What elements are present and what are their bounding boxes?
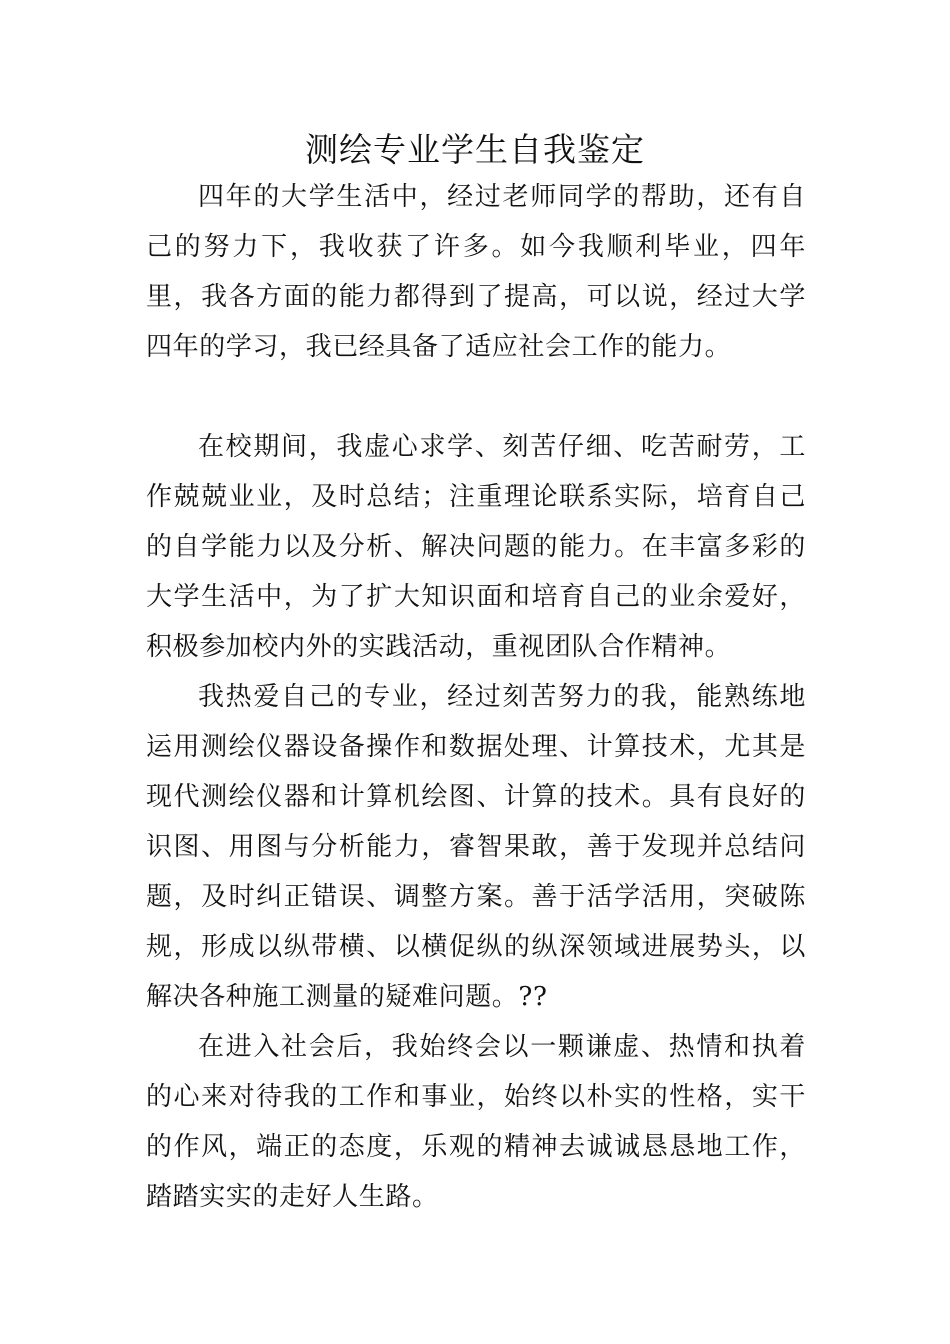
paragraph-4: 在进入社会后，我始终会以一颗谦虚、热情和执着的心来对待我的工作和事业，始终以朴实的性格，实干的作风，端正的态度，乐观的精神去诚诚恳恳地工作，踏踏实实的走好人生路。 <box>146 1032 806 1212</box>
paragraph-2: 在校期间，我虚心求学、刻苦仔细、吃苦耐劳，工作兢兢业业，及时总结；注重理论联系实际，培育自己的自学能力以及分析、解决问题的能力。在丰富多彩的大学生活中，为了扩大知识面和培育自己的业余爱好，积极参加校内外的实践活动，重视团队合作精神。 <box>146 432 806 662</box>
paragraph-spacer <box>146 372 806 422</box>
document-title: 测绘专业学生自我鉴定 <box>305 130 645 169</box>
paragraph-3: 我热爱自己的专业，经过刻苦努力的我，能熟练地运用测绘仪器设备操作和数据处理、计算技术，尤其是现代测绘仪器和计算机绘图、计算的技术。具有良好的识图、用图与分析能力，睿智果敢，善于发现并总结问题，及时纠正错误、调整方案。善于活学活用，突破陈规，形成以纵带横、以横促纵的纵深领域进展势头，以解决各种施工测量的疑难问题。?? <box>146 682 806 1012</box>
document-body <box>146 172 806 1222</box>
paragraph-1: 四年的大学生活中，经过老师同学的帮助，还有自己的努力下，我收获了许多。如今我顺利毕业，四年里，我各方面的能力都得到了提高，可以说，经过大学四年的学习，我已经具备了适应社会工作的能力。 <box>146 182 806 362</box>
